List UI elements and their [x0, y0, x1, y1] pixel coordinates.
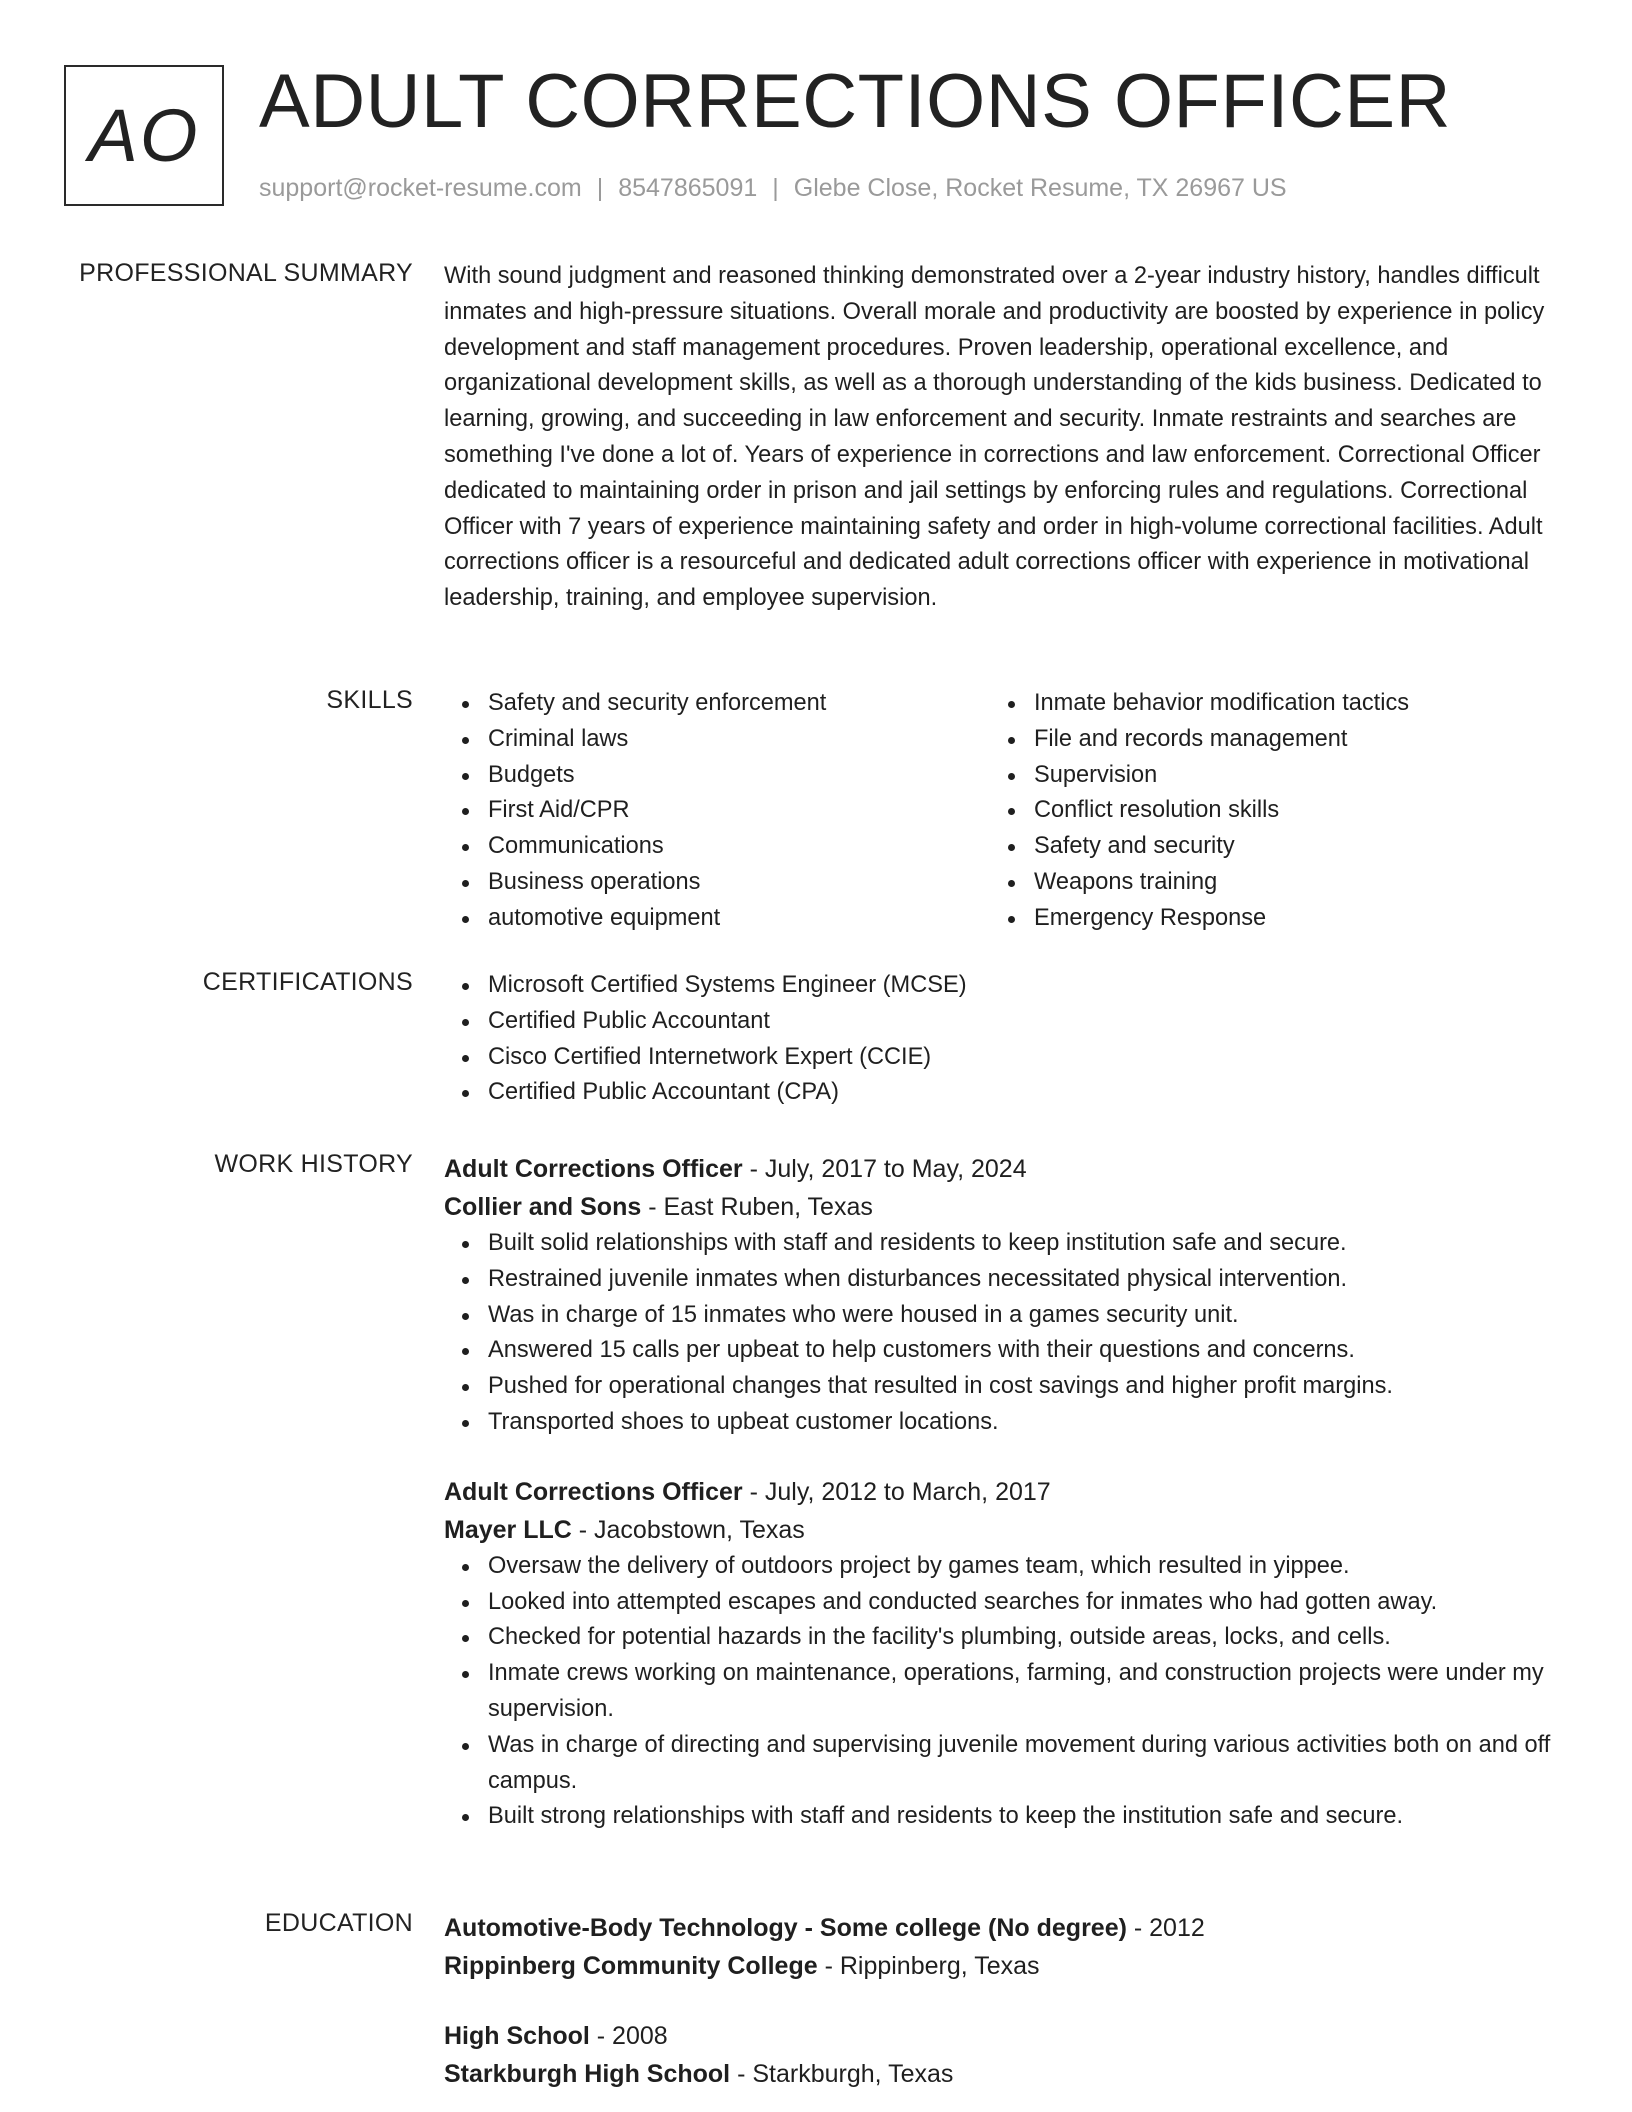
job-title-line: [444, 1150, 1564, 1188]
bullet-icon: [462, 1019, 469, 1026]
list-item: [444, 901, 990, 937]
job-dates: - July, 2012 to March, 2017: [742, 1477, 1051, 1506]
bullet-icon: [462, 773, 469, 780]
list-item: [444, 1298, 1564, 1334]
duty-text: Was in charge of directing and supervising juvenile movement during various activities both on and off campus.: [488, 1731, 1551, 1794]
skill-text: Safety and security: [1034, 833, 1235, 860]
skill-text: First Aid/CPR: [488, 797, 630, 824]
contact-phone: 8547865091: [618, 174, 758, 202]
bullet-icon: [462, 1090, 469, 1097]
job-title-line: [444, 1473, 1564, 1511]
section-label-certifications: CERTIFICATIONS: [202, 968, 413, 996]
job-location: - Jacobstown, Texas: [571, 1515, 805, 1544]
list-item: [444, 1369, 1564, 1405]
bullet-icon: [462, 1671, 469, 1678]
skill-text: Budgets: [488, 761, 575, 788]
monogram-logo: [64, 65, 224, 206]
bullet-icon: [462, 1348, 469, 1355]
bullet-icon: [462, 1600, 469, 1607]
job-location: - East Ruben, Texas: [641, 1193, 873, 1221]
list-item: [444, 1040, 1564, 1076]
page-title: ADULT CORRECTIONS OFFICER: [259, 59, 1451, 144]
skills-list-left: [444, 686, 990, 937]
bullet-icon: [1008, 773, 1015, 780]
job-company-line: [444, 1188, 1564, 1226]
bullet-icon: [462, 1564, 469, 1571]
bullet-icon: [462, 737, 469, 744]
bullet-icon: [1008, 701, 1015, 708]
duty-text: Looked into attempted escapes and conducted searches for inmates who had gotten away.: [488, 1588, 1438, 1615]
skill-text: Supervision: [1034, 761, 1158, 788]
list-item: [444, 1405, 1564, 1441]
certification-text: Cisco Certified Internetwork Expert (CCIE): [488, 1043, 932, 1070]
job-dates: - July, 2017 to May, 2024: [742, 1155, 1027, 1183]
bullet-icon: [462, 880, 469, 887]
duty-text: Oversaw the delivery of outdoors project by games team, which resulted in yippee.: [488, 1552, 1350, 1579]
job-company: Collier and Sons: [444, 1193, 642, 1221]
bullet-icon: [462, 1743, 469, 1750]
skill-text: File and records management: [1034, 725, 1348, 752]
skill-text: Criminal laws: [488, 725, 629, 752]
bullet-icon: [462, 1313, 469, 1320]
bullet-icon: [462, 1055, 469, 1062]
monogram-initials: AO: [88, 94, 200, 177]
school-location: - Rippinberg, Texas: [817, 1952, 1040, 1980]
degree-line: [444, 2017, 1564, 2055]
bullet-icon: [462, 701, 469, 708]
list-item: [444, 1620, 1564, 1656]
section-label-work-history: WORK HISTORY: [214, 1150, 413, 1178]
list-item: [990, 686, 1550, 722]
job-duties-list: [444, 1226, 1564, 1441]
duty-text: Built strong relationships with staff and residents to keep the institution safe and secure.: [488, 1803, 1404, 1830]
degree-year: - 2012: [1126, 1914, 1205, 1942]
degree-year: - 2008: [589, 2022, 668, 2050]
job-title: Adult Corrections Officer: [444, 1477, 743, 1506]
bullet-icon: [462, 844, 469, 851]
contact-address: Glebe Close, Rocket Resume, TX 26967 US: [793, 174, 1287, 202]
bullet-icon: [462, 983, 469, 990]
list-item: [990, 722, 1550, 758]
list-item: [444, 758, 990, 794]
bullet-icon: [462, 1635, 469, 1642]
list-item: [990, 865, 1550, 901]
job-company: Mayer LLC: [444, 1515, 572, 1544]
skill-text: Communications: [488, 833, 664, 860]
job-entry: [444, 1473, 1564, 1835]
school-name: Rippinberg Community College: [444, 1952, 818, 1980]
duty-text: Pushed for operational changes that resulted in cost savings and higher profit margins.: [488, 1373, 1393, 1400]
list-item: [444, 1656, 1564, 1728]
skill-text: automotive equipment: [488, 904, 721, 931]
duty-text: Restrained juvenile inmates when disturbances necessitated physical intervention.: [488, 1265, 1348, 1292]
skill-text: Safety and security enforcement: [488, 690, 827, 716]
list-item: [990, 793, 1550, 829]
skill-text: Inmate behavior modification tactics: [1034, 690, 1410, 716]
certifications-list: [444, 968, 1564, 1111]
education-entry: [444, 1909, 1564, 1985]
summary-text: With sound judgment and reasoned thinking demonstrated over a 2-year industry history, handles difficult inmates and high-pressure situations. Overall morale and productivity are boosted by experience in policy development and staff management procedures. Proven leadership, operational excellence, and organizational development skills, as well as a thorough understanding of the kids business. Dedicated to learning, growing, and succeeding in law enforcement and security. Inmate restraints and searches are something I've done a lot of. Years of experience in corrections and law enforcement. Correctional Officer dedicated to maintaining order in prison and jail settings by enforcing rules and regulations. Correctional Officer with 7 years of experience maintaining safety and order in high-volume correctional facilities. Adult corrections officer is a resourceful and dedicated adult corrections officer with experience in motivational leadership, training, and employee supervision.: [444, 263, 1545, 612]
duty-text: Inmate crews working on maintenance, operations, farming, and construction projects were under my supervision.: [488, 1660, 1544, 1722]
skill-text: Conflict resolution skills: [1034, 797, 1280, 824]
list-item: [444, 968, 1564, 1004]
bullet-icon: [1008, 808, 1015, 815]
degree-line: [444, 1909, 1564, 1947]
bullet-icon: [1008, 844, 1015, 851]
duty-text: Answered 15 calls per upbeat to help customers with their questions and concerns.: [488, 1337, 1355, 1364]
bullet-icon: [462, 1277, 469, 1284]
bullet-icon: [462, 1814, 469, 1821]
contact-email: support@rocket-resume.com: [259, 174, 582, 202]
contact-separator: |: [772, 174, 779, 202]
skill-text: Weapons training: [1034, 868, 1218, 895]
list-item: [444, 1333, 1564, 1369]
duty-text: Was in charge of 15 inmates who were housed in a games security unit.: [488, 1301, 1239, 1328]
list-item: [990, 901, 1550, 937]
list-item: [444, 1075, 1564, 1111]
skill-text: Business operations: [488, 868, 701, 895]
bullet-icon: [462, 1384, 469, 1391]
list-item: [990, 829, 1550, 865]
school-line: [444, 1947, 1564, 1985]
bullet-icon: [1008, 916, 1015, 923]
list-item: [990, 758, 1550, 794]
list-item: [444, 865, 990, 901]
bullet-icon: [1008, 737, 1015, 744]
duty-text: Transported shoes to upbeat customer locations.: [488, 1408, 999, 1435]
list-item: [444, 1799, 1564, 1835]
list-item: [444, 1262, 1564, 1298]
bullet-icon: [462, 808, 469, 815]
list-item: [444, 686, 990, 722]
list-item: [444, 793, 990, 829]
section-label-summary: PROFESSIONAL SUMMARY: [79, 259, 413, 287]
skill-text: Emergency Response: [1034, 904, 1267, 931]
contact-line: [259, 174, 1287, 203]
job-entry: [444, 1150, 1564, 1441]
degree-name: Automotive-Body Technology - Some college (No degree): [444, 1914, 1127, 1942]
job-duties-list: [444, 1549, 1564, 1835]
duty-text: Checked for potential hazards in the facility's plumbing, outside areas, locks, and cells.: [488, 1624, 1391, 1651]
list-item: [444, 722, 990, 758]
section-label-education: EDUCATION: [264, 1909, 413, 1937]
list-item: [444, 1004, 1564, 1040]
school-line: [444, 2055, 1564, 2093]
list-item: [444, 1226, 1564, 1262]
list-item: [444, 1549, 1564, 1585]
list-item: [444, 1728, 1564, 1800]
section-label-skills: SKILLS: [326, 686, 413, 714]
duty-text: Built solid relationships with staff and residents to keep institution safe and secure.: [488, 1230, 1347, 1256]
certification-text: Certified Public Accountant: [488, 1007, 770, 1034]
degree-name: High School: [444, 2022, 590, 2050]
list-item: [444, 829, 990, 865]
school-name: Starkburgh High School: [444, 2060, 731, 2088]
certification-text: Microsoft Certified Systems Engineer (MCSE): [488, 972, 967, 998]
bullet-icon: [1008, 880, 1015, 887]
job-company-line: [444, 1511, 1564, 1549]
bullet-icon: [462, 1420, 469, 1427]
contact-separator: |: [596, 174, 604, 202]
list-item: [444, 1585, 1564, 1621]
certification-text: Certified Public Accountant (CPA): [488, 1079, 840, 1106]
bullet-icon: [462, 916, 469, 923]
school-location: - Starkburgh, Texas: [730, 2060, 954, 2088]
skills-list-right: [990, 686, 1550, 937]
bullet-icon: [462, 1241, 469, 1248]
education-entry: [444, 2017, 1564, 2093]
job-title: Adult Corrections Officer: [444, 1155, 743, 1183]
